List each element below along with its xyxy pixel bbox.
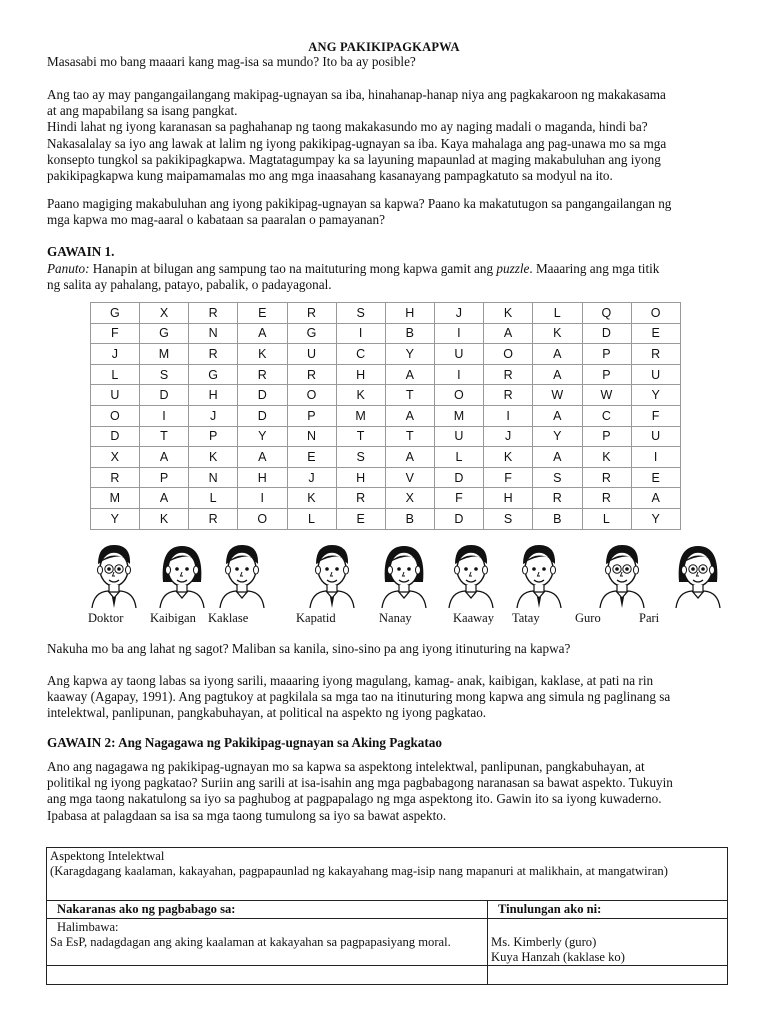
puzzle-letter[interactable]: R	[189, 508, 238, 529]
aspect-title: Aspektong Intelektwal	[50, 849, 165, 863]
page-title: ANG PAKIKIPAGKAPWA	[308, 40, 460, 54]
puzzle-letter[interactable]: K	[336, 385, 385, 406]
puzzle-letter[interactable]: O	[287, 385, 336, 406]
puzzle-letter[interactable]: Y	[533, 426, 582, 447]
puzzle-letter[interactable]: A	[385, 405, 434, 426]
puzzle-letter[interactable]: H	[238, 467, 287, 488]
person-label: Guro	[575, 611, 601, 625]
column-header-helpers: Tinulungan ako ni:	[488, 901, 728, 919]
puzzle-letter[interactable]: A	[238, 323, 287, 344]
text-line: Ipabasa at palagdaan sa isa sa mga taong tumulong sa iyo sa bawat aspekto.	[47, 807, 447, 823]
puzzle-letter[interactable]: F	[435, 488, 484, 509]
people-labels	[0, 611, 768, 627]
person-label: Kaaway	[453, 611, 494, 625]
puzzle-letter[interactable]: Y	[238, 426, 287, 447]
puzzle-letter[interactable]: K	[287, 488, 336, 509]
puzzle-letter[interactable]: R	[287, 303, 336, 324]
example-label: Halimbawa:	[57, 920, 119, 934]
text-line: mga kapwa mo mag-aaral o kabataan sa paaralan o pamayanan?	[47, 212, 385, 228]
doctor-illustration	[92, 545, 136, 608]
puzzle-letter[interactable]: N	[189, 323, 238, 344]
puzzle-letter[interactable]: T	[385, 385, 434, 406]
puzzle-letter[interactable]: B	[533, 508, 582, 529]
puzzle-letter[interactable]: H	[484, 488, 533, 509]
puzzle-letter[interactable]: I	[631, 447, 680, 468]
puzzle-letter[interactable]: I	[238, 488, 287, 509]
puzzle-letter[interactable]: A	[533, 364, 582, 385]
helper-name: Ms. Kimberly (guro)	[491, 935, 597, 949]
puzzle-letter[interactable]: R	[287, 364, 336, 385]
puzzle-letter[interactable]: L	[435, 447, 484, 468]
puzzle-letter[interactable]: M	[140, 344, 189, 365]
puzzle-letter[interactable]: I	[435, 364, 484, 385]
puzzle-letter[interactable]: S	[533, 467, 582, 488]
puzzle-letter[interactable]: A	[484, 323, 533, 344]
puzzle-letter[interactable]: K	[582, 447, 631, 468]
helper-name: Kuya Hanzah (kaklase ko)	[491, 949, 625, 964]
puzzle-letter[interactable]: C	[336, 344, 385, 365]
person-label: Kaklase	[208, 611, 249, 625]
person-label: Doktor	[88, 611, 124, 625]
puzzle-letter[interactable]: E	[336, 508, 385, 529]
puzzle-letter[interactable]: O	[484, 344, 533, 365]
puzzle-letter[interactable]: J	[435, 303, 484, 324]
puzzle-letter[interactable]: K	[484, 447, 533, 468]
puzzle-letter[interactable]: A	[140, 447, 189, 468]
puzzle-letter[interactable]: E	[287, 447, 336, 468]
puzzle-letter[interactable]: L	[533, 303, 582, 324]
puzzle-letter[interactable]: O	[631, 303, 680, 324]
puzzle-letter[interactable]: W	[582, 385, 631, 406]
gawain2-instructions	[47, 759, 727, 824]
puzzle-letter[interactable]: H	[336, 467, 385, 488]
puzzle-row	[91, 323, 681, 344]
puzzle-letter[interactable]: K	[533, 323, 582, 344]
puzzle-letter[interactable]: F	[631, 405, 680, 426]
puzzle-letter[interactable]: R	[189, 303, 238, 324]
puzzle-letter[interactable]: G	[287, 323, 336, 344]
paragraph-kapwa	[47, 673, 727, 722]
puzzle-letter[interactable]: U	[287, 344, 336, 365]
puzzle-letter[interactable]: U	[91, 385, 140, 406]
puzzle-row	[91, 467, 681, 488]
word-search-grid	[90, 302, 681, 530]
puzzle-letter[interactable]: T	[336, 426, 385, 447]
text-line: kaaway (Agapay, 1991). Ang pagtukoy at pagkilala sa mga tao na itinuturing mong kapwa ang simula ng paglinang sa	[47, 689, 671, 705]
puzzle-letter[interactable]: K	[238, 344, 287, 365]
puzzle-letter[interactable]: R	[582, 467, 631, 488]
person-label: Kapatid	[296, 611, 336, 625]
friend-illustration	[160, 546, 204, 608]
instruction-puzzle-word: puzzle	[496, 261, 530, 276]
puzzle-letter[interactable]: P	[582, 426, 631, 447]
puzzle-row	[91, 385, 681, 406]
puzzle-letter[interactable]: D	[435, 508, 484, 529]
puzzle-letter[interactable]: U	[435, 426, 484, 447]
puzzle-letter[interactable]: D	[238, 405, 287, 426]
puzzle-letter[interactable]: V	[385, 467, 434, 488]
puzzle-letter[interactable]: A	[140, 488, 189, 509]
puzzle-letter[interactable]: Y	[631, 385, 680, 406]
puzzle-letter[interactable]: H	[189, 385, 238, 406]
puzzle-letter[interactable]: R	[189, 344, 238, 365]
text-line: Nakasalalay sa iyo ang lawak at lalim ng iyong pakikipag-ugnayan sa iba. Kaya mahalaga ang pag-unawa mo sa mga	[47, 135, 667, 151]
puzzle-letter[interactable]: P	[140, 467, 189, 488]
text-line: pakikipagkapwa kung maipamamalas mo ang mga inaasahang kasanayang pampagkatuto sa modyul na ito.	[47, 168, 613, 184]
puzzle-letter[interactable]: D	[238, 385, 287, 406]
aspect-cell	[47, 848, 728, 901]
puzzle-letter[interactable]: U	[631, 426, 680, 447]
puzzle-letter[interactable]: M	[91, 488, 140, 509]
example-helper-cell	[488, 919, 728, 966]
question-after-puzzle: Nakuha mo ba ang lahat ng sagot? Maliban sa kanila, sino-sino pa ang iyong itinuturing na kapwa?	[47, 641, 571, 656]
example-change-cell	[47, 919, 488, 966]
puzzle-row	[91, 303, 681, 324]
instruction-text: . Maaaring ang mga titik	[529, 261, 660, 276]
text-line: ang mga taong nakatulong sa iyo sa paghubog at pagpapalago ng mga aspektong ito. Gawin ito sa iyong kuwaderno.	[47, 791, 662, 807]
puzzle-letter[interactable]: J	[91, 344, 140, 365]
puzzle-letter[interactable]: J	[287, 467, 336, 488]
puzzle-row	[91, 508, 681, 529]
puzzle-letter[interactable]: Y	[385, 344, 434, 365]
puzzle-letter[interactable]: A	[533, 405, 582, 426]
puzzle-letter[interactable]: A	[631, 488, 680, 509]
text-line: ng salita ay pahalang, patayo, pabalik, o padayagonal.	[47, 277, 332, 293]
puzzle-letter[interactable]: J	[189, 405, 238, 426]
puzzle-letter[interactable]: U	[435, 344, 484, 365]
puzzle-letter[interactable]: R	[91, 467, 140, 488]
puzzle-letter[interactable]: A	[238, 447, 287, 468]
person-label: Pari	[639, 611, 660, 625]
puzzle-letter[interactable]: Q	[582, 303, 631, 324]
puzzle-letter[interactable]: S	[140, 364, 189, 385]
text-line: Paano magiging makabuluhan ang iyong pakikipag-ugnayan sa kapwa? Paano ka makatutugon sa pangangailangan ng	[47, 196, 672, 211]
puzzle-letter[interactable]: O	[435, 385, 484, 406]
puzzle-letter[interactable]: T	[385, 426, 434, 447]
panuto-label: Panuto:	[47, 261, 90, 276]
puzzle-letter[interactable]: H	[336, 364, 385, 385]
puzzle-letter[interactable]: R	[582, 488, 631, 509]
puzzle-row	[91, 405, 681, 426]
gawain1-instructions	[47, 261, 727, 293]
mother-illustration	[382, 546, 426, 608]
text-line: Hindi lahat ng iyong karanasan sa paghahanap ng taong makakasundo mo ay naging madali o maganda, hindi ba?	[47, 119, 648, 135]
priest-illustration	[676, 546, 720, 608]
puzzle-letter[interactable]: X	[91, 447, 140, 468]
puzzle-letter[interactable]: C	[582, 405, 631, 426]
text-line: konsepto tungkol sa pakikipagkapwa. Magtatagumpay ka sa layuning mapaunlad at maging makabuluhan ang iyong	[47, 151, 661, 167]
puzzle-letter[interactable]: P	[582, 364, 631, 385]
puzzle-letter[interactable]: D	[582, 323, 631, 344]
puzzle-letter[interactable]: D	[140, 385, 189, 406]
puzzle-letter[interactable]: P	[582, 344, 631, 365]
text-line: at ang mapabilang sa isang pangkat.	[47, 103, 238, 119]
instruction-text: Hanapin at bilugan ang sampung tao na maituturing mong kapwa gamit ang	[89, 261, 497, 276]
puzzle-letter[interactable]: K	[189, 447, 238, 468]
text-line: Ang kapwa ay taong labas sa iyong sarili, maaaring iyong magulang, kamag- anak, kaibigan, kaklase, at pati na rin	[47, 673, 654, 688]
enemy-illustration	[449, 545, 493, 608]
example-change-text: Sa EsP, nadagdagan ang aking kaalaman at kakayahan sa pagpapasiyang moral.	[50, 934, 451, 949]
gawain2-heading: GAWAIN 2: Ang Nagagawa ng Pakikipag-ugnayan sa Aking Pagkatao	[47, 735, 442, 750]
puzzle-letter[interactable]: R	[533, 488, 582, 509]
puzzle-letter[interactable]: R	[336, 488, 385, 509]
puzzle-letter[interactable]: F	[484, 467, 533, 488]
text-line: politikal ng iyong pagkatao? Suriin ang sarili at isa-isahin ang mga pagbabagong naranasan sa bawat aspekto. Tukuyin	[47, 775, 673, 791]
puzzle-letter[interactable]: I	[484, 405, 533, 426]
puzzle-letter[interactable]: I	[336, 323, 385, 344]
column-header-changes: Nakaranas ako ng pagbabago sa:	[47, 901, 488, 919]
puzzle-letter[interactable]: B	[385, 508, 434, 529]
puzzle-letter[interactable]: T	[140, 426, 189, 447]
paragraph-questions	[47, 196, 727, 228]
puzzle-letter[interactable]: B	[385, 323, 434, 344]
puzzle-letter[interactable]: M	[336, 405, 385, 426]
blank-cell[interactable]	[47, 966, 488, 985]
puzzle-letter[interactable]: A	[385, 447, 434, 468]
puzzle-letter[interactable]: R	[238, 364, 287, 385]
puzzle-letter[interactable]: A	[533, 344, 582, 365]
aspect-description: (Karagdagang kaalaman, kakayahan, pagpapaunlad ng kakayahang mag-isip nang mapanuri at malikhain, at mangatwiran)	[50, 863, 668, 878]
puzzle-letter[interactable]: U	[631, 364, 680, 385]
puzzle-letter[interactable]: L	[582, 508, 631, 529]
puzzle-letter[interactable]: N	[287, 426, 336, 447]
puzzle-letter[interactable]: G	[189, 364, 238, 385]
puzzle-letter[interactable]: A	[533, 447, 582, 468]
gawain1-heading: GAWAIN 1.	[47, 244, 115, 259]
puzzle-row	[91, 426, 681, 447]
person-label: Tatay	[512, 611, 540, 625]
puzzle-letter[interactable]: P	[287, 405, 336, 426]
puzzle-letter[interactable]: O	[91, 405, 140, 426]
puzzle-letter[interactable]: M	[435, 405, 484, 426]
puzzle-letter[interactable]: S	[484, 508, 533, 529]
text-line: intelektwal, panlipunan, pangkabuhayan, at political na aspekto ng iyong pagkatao.	[47, 705, 487, 721]
teacher-illustration	[600, 545, 644, 608]
puzzle-letter[interactable]: A	[385, 364, 434, 385]
puzzle-letter[interactable]: E	[238, 303, 287, 324]
puzzle-letter[interactable]: N	[189, 467, 238, 488]
puzzle-letter[interactable]: Y	[91, 508, 140, 529]
puzzle-letter[interactable]: L	[91, 364, 140, 385]
puzzle-letter[interactable]: I	[140, 405, 189, 426]
puzzle-letter[interactable]: H	[385, 303, 434, 324]
puzzle-letter[interactable]: Y	[631, 508, 680, 529]
puzzle-row	[91, 447, 681, 468]
blank-cell[interactable]	[488, 966, 728, 985]
puzzle-letter[interactable]: R	[484, 385, 533, 406]
puzzle-letter[interactable]: R	[631, 344, 680, 365]
text-line: Ang tao ay may pangangailangang makipag-ugnayan sa iba, hinahanap-hanap niya ang pagkakaroon ng makakasama	[47, 87, 666, 102]
puzzle-letter[interactable]: K	[484, 303, 533, 324]
father-illustration	[517, 545, 561, 608]
puzzle-letter[interactable]: D	[91, 426, 140, 447]
puzzle-letter[interactable]: S	[336, 447, 385, 468]
puzzle-letter[interactable]: L	[189, 488, 238, 509]
text-line: Ano ang nagagawa ng pakikipag-ugnayan mo sa kapwa sa aspektong intelektwal, panlipunan, pangkabuhayan, at	[47, 759, 645, 774]
puzzle-letter[interactable]: E	[631, 323, 680, 344]
puzzle-letter[interactable]: R	[484, 364, 533, 385]
text-line	[47, 261, 727, 277]
classmate-illustration	[220, 545, 264, 608]
puzzle-letter[interactable]: F	[91, 323, 140, 344]
puzzle-row	[91, 364, 681, 385]
puzzle-letter[interactable]: X	[385, 488, 434, 509]
paragraph-intro	[47, 87, 727, 184]
intro-question: Masasabi mo bang maaari kang mag-isa sa mundo? Ito ba ay posible?	[47, 54, 416, 69]
person-label: Kaibigan	[150, 611, 196, 625]
aspect-table	[46, 847, 728, 985]
puzzle-row	[91, 488, 681, 509]
puzzle-row	[91, 344, 681, 365]
sibling-illustration	[310, 545, 354, 608]
puzzle-letter[interactable]: G	[91, 303, 140, 324]
puzzle-letter[interactable]: O	[238, 508, 287, 529]
puzzle-letter[interactable]: P	[189, 426, 238, 447]
puzzle-letter[interactable]: I	[435, 323, 484, 344]
puzzle-letter[interactable]: E	[631, 467, 680, 488]
puzzle-letter[interactable]: J	[484, 426, 533, 447]
puzzle-letter[interactable]: S	[336, 303, 385, 324]
puzzle-letter[interactable]: D	[435, 467, 484, 488]
person-label: Nanay	[379, 611, 412, 625]
people-illustrations	[84, 542, 734, 608]
puzzle-letter[interactable]: W	[533, 385, 582, 406]
puzzle-letter[interactable]: L	[287, 508, 336, 529]
puzzle-letter[interactable]: G	[140, 323, 189, 344]
puzzle-letter[interactable]: K	[140, 508, 189, 529]
puzzle-letter[interactable]: X	[140, 303, 189, 324]
